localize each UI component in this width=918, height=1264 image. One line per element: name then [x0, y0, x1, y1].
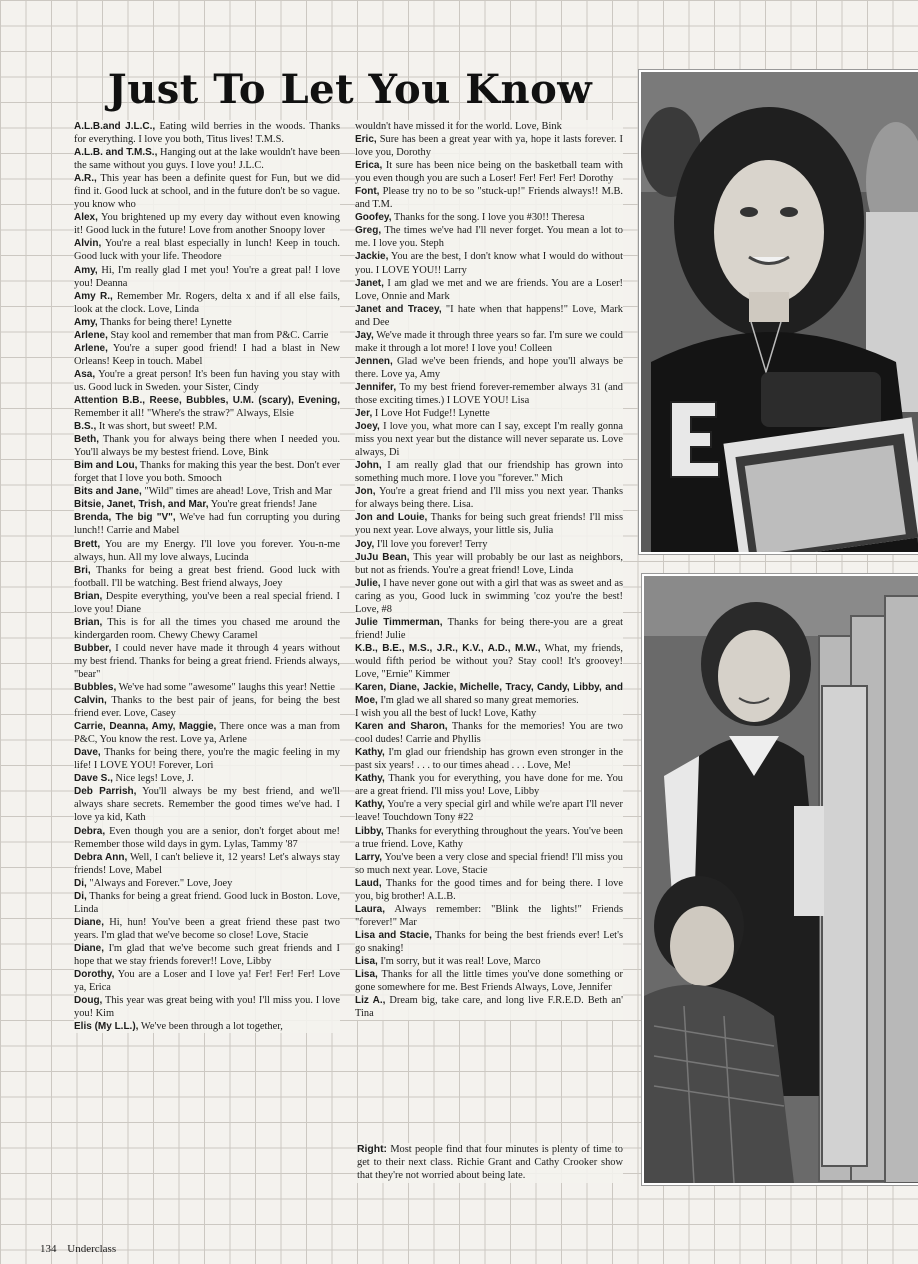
- message-entry: [74, 994, 340, 1020]
- message-text: Thanks for being there! Lynette: [97, 316, 232, 328]
- message-entry: [74, 329, 340, 342]
- message-entry: [74, 290, 340, 316]
- message-entry: [74, 642, 340, 681]
- message-text: You're a very special girl and while we're apart I'll never leave! Touchdown Tony #22: [355, 799, 623, 824]
- message-entry: [74, 851, 340, 877]
- recipient-name: Carrie, Deanna, Amy, Maggie,: [74, 721, 217, 733]
- message-entry: [74, 694, 340, 720]
- message-text: Thanks for the good times and for being there. I love you, big brother! A.L.B.: [355, 877, 623, 902]
- page-footer: [40, 1243, 124, 1255]
- message-text: This is for all the times you chased me around the kindergarden room. Chewy Chewy Caramel: [74, 616, 340, 641]
- message-entry: [355, 642, 623, 681]
- message-entry: [355, 185, 623, 211]
- message-text: I could never have made it through 4 years without my best friend. Thanks for being a great friend. Friends always, "bear": [74, 642, 340, 680]
- message-text: The times we've had I'll never forget. You mean a lot to me. I love you. Steph: [355, 225, 623, 250]
- recipient-name: Jon,: [355, 486, 376, 498]
- message-entry: [74, 720, 340, 746]
- message-text: Thank you for always being there when I needed you. You'll always be my bestest friend. Love, Bink: [74, 434, 340, 459]
- message-entry: [355, 133, 623, 159]
- message-text: You're a real blast especially in lunch! Keep in touch. Good luck with your life. Theodore: [74, 238, 340, 263]
- page-number: 134: [40, 1243, 57, 1255]
- message-text: You're a super good friend! I had a blast in New Orleans! Keep in touch. Mabel: [74, 342, 340, 367]
- message-entry: [355, 329, 623, 355]
- message-text: Remember Mr. Rogers, delta x and if all else fails, look at the clock. Love, Linda: [74, 290, 340, 315]
- message-entry: [355, 929, 623, 955]
- message-text: Well, I can't believe it, 12 years! Let's always stay friends! Love, Mabel: [74, 851, 341, 876]
- message-text: It sure has been nice being on the basketball team with you even though you are such a Loser! Fer! Fer! Fer! Dorothy: [355, 160, 623, 185]
- message-entry: [74, 590, 340, 616]
- message-entry: [74, 916, 340, 942]
- message-text: Despite everything, you've been a real special friend. I love you! Diane: [74, 590, 340, 615]
- recipient-name: Karen, Diane, Jackie, Michelle, Tracy, Candy, Libby, and Moe,: [355, 682, 623, 707]
- recipient-name: Janet,: [355, 277, 384, 289]
- message-text: Thanks for being a great best friend. Good luck with football. I'll be watching. Best friend always, Joey: [74, 564, 340, 589]
- message-text: "Wild" times are ahead! Love, Trish and Mar: [141, 486, 332, 498]
- recipient-name: Dave S.,: [74, 773, 113, 785]
- message-entry: [355, 551, 623, 577]
- recipient-name: Alex,: [74, 212, 98, 224]
- recipient-name: A.L.B.and J.L.C.,: [74, 121, 156, 132]
- recipient-name: Deb Parrish,: [74, 786, 137, 798]
- message-entry: [355, 851, 623, 877]
- message-entry: [74, 825, 340, 851]
- recipient-name: Jennen,: [355, 355, 393, 367]
- message-text: Hi, I'm really glad I met you! You're a great pal! I love you! Deanna: [74, 264, 340, 289]
- message-text: You brightened up my every day without even knowing it! Good luck in the future! Love from another Snoopy lover: [74, 212, 340, 237]
- message-entry: [355, 485, 623, 511]
- message-entry: [355, 968, 623, 994]
- message-entry: [355, 798, 623, 824]
- recipient-name: Bim and Lou,: [74, 460, 138, 472]
- recipient-name: Di,: [74, 890, 87, 902]
- recipient-name: A.L.B. and T.M.S.,: [74, 147, 158, 159]
- message-text: Thanks for the song. I love you #30!! Theresa: [391, 212, 585, 224]
- recipient-name: Laud,: [355, 877, 382, 889]
- recipient-name: Lisa and Stacie,: [355, 929, 432, 941]
- message-text: This year will probably be our last as neighbors, but not as friends. You're a great friend! Love, Linda: [355, 551, 623, 576]
- message-text: You've been a very close and special friend! I'll miss you so much next year. Love, Stacie: [355, 851, 623, 876]
- message-entry: [355, 224, 623, 250]
- message-text: Thanks for everything throughout the years. You've been a true friend. Love, Kathy: [355, 825, 623, 850]
- message-entry: [74, 342, 340, 368]
- caption-text: Most people find that four minutes is plenty of time to get to their next class. Richie Grant and Cathy Crooker show that they're not worried about being late.: [357, 1144, 623, 1182]
- caption-label: Right:: [357, 1144, 388, 1155]
- message-entry: [355, 877, 623, 903]
- recipient-name: Brett,: [74, 538, 101, 550]
- recipient-name: JuJu Bean,: [355, 551, 410, 563]
- recipient-name: Lisa,: [355, 956, 378, 967]
- message-entry: [74, 146, 340, 172]
- message-text: Thanks for the memories! You are two cool dudes! Carrie and Phyllis: [355, 721, 623, 746]
- message-text: Thanks for being a great friend. Good luck in Boston. Love, Linda: [74, 890, 340, 915]
- message-text: Remember it all! "Where's the straw?" Always, Elsie: [74, 408, 294, 420]
- recipient-name: Laura,: [355, 903, 386, 915]
- recipient-name: Brian,: [74, 590, 103, 602]
- recipient-name: Attention B.B., Reese, Bubbles, U.M. (scary), Evening,: [74, 394, 340, 406]
- recipient-name: Bubbles,: [74, 682, 117, 694]
- message-entry: [355, 277, 623, 303]
- page-title: Just To Let You Know: [107, 66, 593, 113]
- message-text: Thanks for making this year the best. Don't ever forget that I love you both. Smooch: [74, 460, 340, 485]
- message-entry: [355, 577, 623, 616]
- message-entry: [355, 903, 623, 929]
- recipient-name: Debra Ann,: [74, 851, 128, 863]
- recipient-name: Goofey,: [355, 212, 392, 224]
- message-entry: [74, 785, 340, 824]
- recipient-name: Jer,: [355, 408, 373, 420]
- recipient-name: Brenda, The big "V",: [74, 512, 176, 524]
- recipient-name: Dave,: [74, 747, 101, 759]
- right-column: [355, 120, 623, 1020]
- photo-caption: [357, 1143, 623, 1183]
- message-text: Even though you are a senior, don't forget about me! Remember those wild days in gym. Lylas, Tammy '87: [74, 825, 340, 850]
- message-text: Thank you for everything, you have done for me. You are a great friend. I'll miss you! Love, Libby: [355, 773, 623, 798]
- message-entry: [355, 955, 623, 968]
- message-text: There once was a man from P&C, You know the rest. Love ya, Arlene: [74, 721, 340, 746]
- message-text: I am really glad that our friendship has grown into something much more. I love you "forever." Mich: [355, 460, 623, 485]
- message-entry: [74, 459, 340, 485]
- recipient-name: Joey,: [355, 421, 380, 433]
- message-entry: [74, 264, 340, 290]
- message-entry: [74, 538, 340, 564]
- message-text: You are my Energy. I'll love you forever. You-n-me always, hun. All my love always, Lucinda: [74, 538, 340, 563]
- recipient-name: Julie Timmerman,: [355, 616, 443, 628]
- message-entry: [74, 968, 340, 994]
- message-entry: [74, 420, 340, 433]
- message-entry: [74, 942, 340, 968]
- message-entry: [74, 172, 340, 211]
- message-text: I am glad we met and we are friends. You are a Loser! Love, Onnie and Mark: [355, 277, 623, 302]
- recipient-name: Erica,: [355, 160, 383, 172]
- message-entry: [74, 746, 340, 772]
- message-entry: [74, 511, 340, 537]
- message-text: I'm glad that we've become such great friends and I hope that we stay friends forever!! Love, Libby: [74, 942, 340, 967]
- message-entry: [74, 564, 340, 590]
- recipient-name: Bri,: [74, 564, 91, 576]
- recipient-name: Jackie,: [355, 251, 389, 263]
- recipient-name: Joy,: [355, 538, 375, 550]
- recipient-name: B.S.,: [74, 421, 97, 433]
- recipient-name: Jay,: [355, 329, 374, 341]
- photo-girl-with-books: [639, 70, 918, 554]
- recipient-name: Lisa,: [355, 969, 378, 981]
- message-text: Hanging out at the lake wouldn't have been the same without you guys. I love you! J.L.C.: [74, 147, 340, 172]
- recipient-name: A.R.,: [74, 173, 97, 185]
- message-entry: [355, 120, 623, 133]
- message-text: Hi, hun! You've been a great friend these past two years. I'm glad that we've become so close! Love, Stacie: [74, 916, 340, 941]
- recipient-name: Greg,: [355, 225, 382, 237]
- message-entry: [355, 616, 623, 642]
- recipient-name: Dorothy,: [74, 969, 115, 981]
- message-text: "Always and Forever." Love, Joey: [86, 877, 233, 889]
- message-text: I'm sorry, but it was real! Love, Marco: [377, 956, 541, 967]
- message-entry: [74, 681, 340, 694]
- message-entry: [74, 211, 340, 237]
- message-entry: [74, 890, 340, 916]
- message-entry: [355, 746, 623, 772]
- message-entry: [355, 707, 623, 720]
- recipient-name: Beth,: [74, 434, 99, 446]
- message-text: I love you, what more can I say, except I'm really gonna miss you next year but the distance will never separate us. Love always, Di: [355, 421, 623, 459]
- message-text: I'm glad we all shared so many great memories.: [377, 695, 579, 707]
- recipient-name: Bubber,: [74, 642, 112, 654]
- recipient-name: Bits and Jane,: [74, 486, 142, 498]
- message-text: You're a great friend and I'll miss you next year. Thanks for always being there. Lisa.: [355, 486, 623, 511]
- message-text: This year was great being with you! I'll miss you. I love you! Kim: [74, 995, 340, 1020]
- recipient-name: Arlene,: [74, 329, 108, 341]
- message-text: Please try no to be so "stuck-up!" Friends always!! M.B. and T.M.: [355, 186, 623, 211]
- message-entry: [355, 511, 623, 537]
- message-entry: [355, 772, 623, 798]
- message-entry: [355, 407, 623, 420]
- message-entry: [74, 498, 340, 511]
- message-text: I wish you all the best of luck! Love, Kathy: [355, 708, 537, 720]
- message-text: You're a great person! It's been fun having you stay with us. Good luck in Sweden. your Sister, Cindy: [74, 368, 340, 393]
- message-entry: [355, 303, 623, 329]
- recipient-name: Libby,: [355, 825, 384, 837]
- message-entry: [355, 211, 623, 224]
- message-text: To my best friend forever-remember always 31 (and those exciting times.) I LOVE YOU! Lisa: [355, 381, 623, 406]
- recipient-name: Kathy,: [355, 799, 385, 811]
- message-entry: [74, 433, 340, 459]
- message-entry: [74, 1020, 340, 1033]
- message-text: We've made it through three years so far. I'm sure we could make it through a lot more! I love you! Colleen: [355, 329, 623, 354]
- message-text: I have never gone out with a girl that was as sweet and as caring as you, Good luck in swimming 'coz you're the best! Love, #8: [355, 577, 623, 615]
- message-entry: [355, 159, 623, 185]
- recipient-name: Janet and Tracey,: [355, 303, 442, 315]
- recipient-name: Elis (My L.L.),: [74, 1021, 139, 1033]
- message-entry: [355, 825, 623, 851]
- recipient-name: Amy,: [74, 316, 98, 328]
- recipient-name: John,: [355, 460, 382, 472]
- message-text: Eating wild berries in the woods. Thanks for everything. I love you both, Titus lives! T.M.S.: [74, 121, 340, 146]
- recipient-name: Doug,: [74, 995, 103, 1007]
- message-text: Thanks for all the little times you've done something or gone somewhere for me. Best Friends Always, Love, Jennifer: [355, 969, 623, 994]
- photo-students-at-lockers: [642, 574, 918, 1185]
- message-text: Stay kool and remember that man from P&C. Carrie: [107, 329, 329, 341]
- message-text: Thanks for being the best friends ever! Let's go snaking!: [355, 929, 623, 954]
- message-text: Nice legs! Love, J.: [112, 773, 194, 785]
- recipient-name: Liz A.,: [355, 995, 386, 1007]
- recipient-name: Bitsie, Janet, Trish, and Mar,: [74, 499, 209, 511]
- message-text: Thanks for being such great friends! I'll miss you next year. Love always, your little sis, Julia: [355, 512, 623, 537]
- message-entry: [74, 616, 340, 642]
- recipient-name: Amy,: [74, 264, 98, 276]
- recipient-name: Alvin,: [74, 238, 102, 250]
- message-text: You are a Loser and I love ya! Fer! Fer! Fer! Love ya, Erica: [74, 969, 340, 994]
- recipient-name: Eric,: [355, 134, 377, 146]
- recipient-name: Di,: [74, 877, 87, 889]
- message-text: What, my friends, would fifth period be without you? Stay cool! It's groovey! Love, "Ernie" Kimmer: [355, 642, 623, 680]
- message-text: Dream big, take care, and long live F.R.E.D. Beth an' Tina: [355, 995, 623, 1020]
- recipient-name: Calvin,: [74, 695, 107, 707]
- message-entry: [355, 994, 623, 1020]
- message-text: I'll love you forever! Terry: [374, 538, 488, 550]
- recipient-name: Kathy,: [355, 773, 385, 785]
- message-entry: [74, 485, 340, 498]
- message-entry: [355, 250, 623, 276]
- recipient-name: Jennifer,: [355, 381, 397, 393]
- recipient-name: Arlene,: [74, 342, 108, 354]
- recipient-name: K.B., B.E., M.S., J.R., K.V., A.D., M.W.,: [355, 642, 541, 654]
- recipient-name: Kathy,: [355, 747, 385, 759]
- recipient-name: Jon and Louie,: [355, 512, 428, 524]
- message-text: Glad we've been friends, and hope you'll always be there. Love ya, Amy: [355, 355, 623, 380]
- message-text: Always remember: "Blink the lights!" Friends "forever!" Mar: [355, 903, 623, 928]
- message-text: It was short, but sweet! P.M.: [96, 421, 218, 433]
- recipient-name: Font,: [355, 186, 380, 198]
- section-name: Underclass: [67, 1243, 117, 1255]
- message-entry: [74, 120, 340, 146]
- message-entry: [355, 420, 623, 459]
- message-text: Sure has been a great year with ya, hope it lasts forever. I love you, Dorothy: [355, 134, 623, 159]
- message-entry: [355, 459, 623, 485]
- recipient-name: Julie,: [355, 577, 381, 589]
- recipient-name: Brian,: [74, 616, 103, 628]
- recipient-name: Karen and Sharon,: [355, 721, 448, 733]
- message-entry: [355, 538, 623, 551]
- message-entry: [355, 681, 623, 707]
- message-text: I'm glad our friendship has grown even stronger in the past six years! . . . to our times ahead . . . Love, Me!: [355, 747, 623, 772]
- message-entry: [74, 316, 340, 329]
- message-entry: [355, 355, 623, 381]
- message-entry: [355, 381, 623, 407]
- recipient-name: Larry,: [355, 851, 383, 863]
- recipient-name: Asa,: [74, 368, 96, 380]
- message-text: Thanks for being there-you are a great friend! Julie: [355, 616, 623, 641]
- message-entry: [74, 368, 340, 394]
- message-text: Thanks to the best pair of jeans, for being the best friend ever. Love, Casey: [74, 695, 340, 720]
- message-text: "I hate when that happens!" Love, Mark and Dee: [355, 303, 623, 328]
- recipient-name: Debra,: [74, 825, 106, 837]
- message-text: Thanks for being there, you're the magic feeling in my life! I LOVE YOU! Forever, Lori: [74, 747, 340, 772]
- recipient-name: Diane,: [74, 916, 105, 928]
- message-text: You are the best, I don't know what I would do without you. I LOVE YOU!! Larry: [355, 251, 623, 276]
- message-text: We've had fun corrupting you during lunch!! Carrie and Mabel: [74, 512, 340, 537]
- message-text: I Love Hot Fudge!! Lynette: [372, 408, 490, 420]
- recipient-name: Amy R.,: [74, 290, 113, 302]
- message-text: We've been through a lot together,: [138, 1021, 283, 1033]
- message-text: You're great friends! Jane: [208, 499, 317, 511]
- recipient-name: Diane,: [74, 942, 105, 954]
- message-text: We've had some "awesome" laughs this year! Nettie: [116, 682, 336, 694]
- message-entry: [74, 237, 340, 263]
- message-text: This year has been a definite quest for Fun, but we did find it. Good luck at school, and in the future don't be so vague. you know who: [74, 173, 340, 211]
- left-column: [74, 120, 340, 1033]
- message-entry: [74, 877, 340, 890]
- message-entry: [355, 720, 623, 746]
- message-text: wouldn't have missed it for the world. Love, Bink: [355, 121, 562, 132]
- message-entry: [74, 394, 340, 420]
- message-entry: [74, 772, 340, 785]
- message-text: You'll always be my best friend, and we'll always share secrets. Remember the good times we've had. I love ya kid, Kath: [74, 786, 340, 824]
